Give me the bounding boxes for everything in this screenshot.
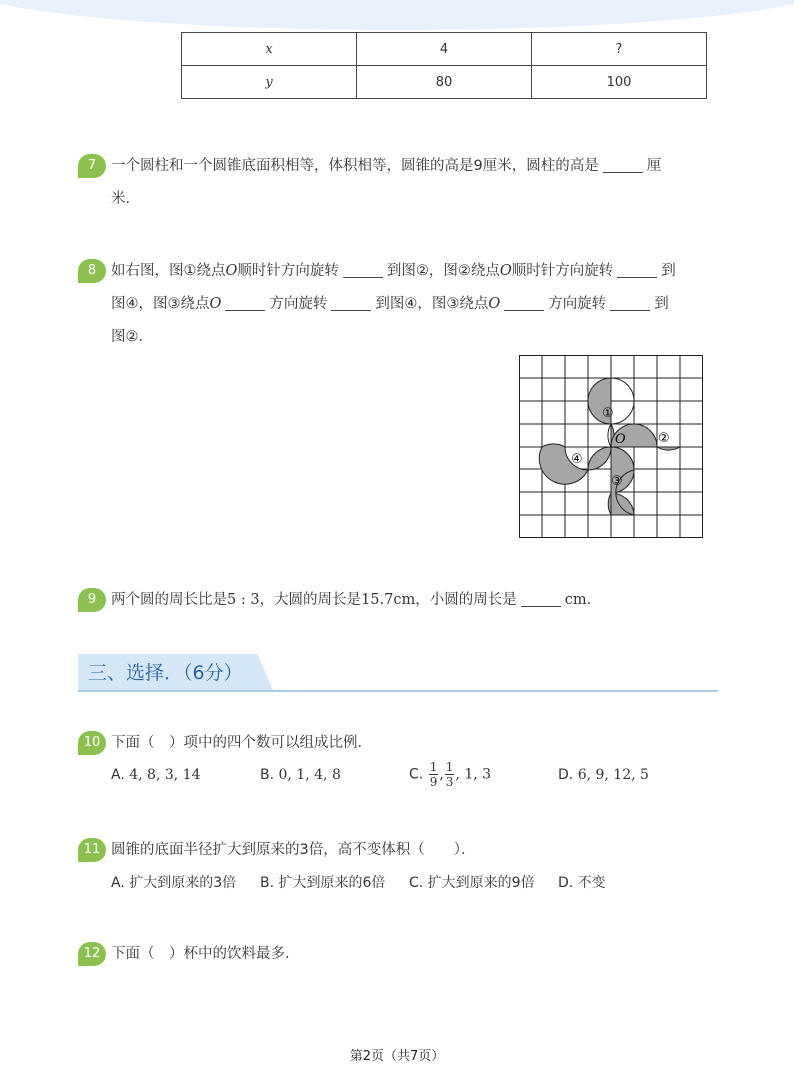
unit-label: cm xyxy=(564,592,587,608)
question-text: 下面（ ）杯中的饮料最多． xyxy=(111,946,300,962)
question-text-part: 到 xyxy=(661,263,676,279)
label-2: ② xyxy=(658,431,670,446)
question-7 xyxy=(78,150,718,216)
answer-blank[interactable] xyxy=(225,294,265,311)
option-a[interactable] xyxy=(111,767,200,783)
question-text-part: 图④，图③绕点 xyxy=(111,296,210,312)
question-number-badge: 8 xyxy=(78,259,106,283)
point-label: O xyxy=(225,263,238,279)
label-3: ③ xyxy=(611,474,623,489)
table-cell: y xyxy=(182,66,357,99)
numerator: 1 xyxy=(445,760,454,774)
answer-blank[interactable] xyxy=(610,294,650,311)
question-text-part: 到 xyxy=(654,296,669,312)
question-10 xyxy=(78,727,718,760)
answer-blank[interactable] xyxy=(504,294,544,311)
table-cell: 4 xyxy=(357,33,532,66)
option-letter: C. xyxy=(409,766,424,783)
answer-blank[interactable] xyxy=(603,156,643,173)
table-row xyxy=(182,66,707,99)
denominator: 9 xyxy=(429,775,438,789)
option-c[interactable]: C. $\frac{1}{9}$ , $\frac{1}{3}$ , 1, 3 xyxy=(409,760,492,789)
answer-blank[interactable] xyxy=(343,261,383,278)
table-row xyxy=(182,33,707,66)
xy-table xyxy=(181,32,707,99)
header-decoration xyxy=(0,0,794,30)
option-d[interactable]: D. 不变 xyxy=(558,875,606,891)
table-cell: ? xyxy=(532,33,707,66)
section-header xyxy=(78,654,718,692)
option-b[interactable] xyxy=(260,767,341,783)
rotation-grid-figure xyxy=(519,355,703,538)
option-value: 1, 3 xyxy=(464,766,492,783)
question-number-badge: 7 xyxy=(78,154,106,178)
label-4: ④ xyxy=(571,452,583,467)
question-text xyxy=(111,255,718,354)
point-label: O xyxy=(499,263,512,279)
question-text xyxy=(111,584,718,617)
option-value: 4, 8, 3, 14 xyxy=(129,767,201,783)
page-footer: 第2页（共7页） xyxy=(349,1049,445,1064)
table-cell: 100 xyxy=(532,66,707,99)
question-number-badge: 12 xyxy=(78,942,106,966)
option-d[interactable] xyxy=(558,767,649,783)
question-text-part: ． xyxy=(586,592,602,608)
numerator: 1 xyxy=(429,760,438,774)
question-11 xyxy=(78,834,718,867)
question-number-badge: 9 xyxy=(78,588,106,612)
label-o: O xyxy=(615,432,626,447)
question-9 xyxy=(78,584,718,617)
question-text-part: 一个圆柱和一个圆锥底面积相等，体积相等，圆锥的高是9厘米，圆柱的高是 xyxy=(111,158,599,174)
question-text-part: 如右图，图①绕点 xyxy=(111,263,226,279)
section-title: 三、选择．（6分） xyxy=(88,662,243,684)
option-value: 0, 1, 4, 8 xyxy=(278,767,341,783)
ratio-value: 5 : 3 xyxy=(227,592,260,608)
option-a[interactable]: A. 扩大到原来的3倍 xyxy=(111,875,237,891)
length-value: 15.7cm xyxy=(361,592,416,608)
question-12 xyxy=(78,938,718,971)
question-number-badge: 11 xyxy=(78,838,106,862)
question-text-part: 顺时针方向旋转 xyxy=(237,263,339,279)
fraction xyxy=(429,760,439,789)
denominator: 3 xyxy=(445,775,454,789)
question-text: 下面（ ）项中的四个数可以组成比例． xyxy=(111,735,372,751)
answer-blank[interactable] xyxy=(617,261,657,278)
question-text-part: ，小圆的周长是 xyxy=(415,592,517,608)
question-text-part: ，大圆的周长是 xyxy=(259,592,362,608)
table-cell: 80 xyxy=(357,66,532,99)
question-text-part: 方向旋转 xyxy=(269,296,328,312)
option-letter: B. xyxy=(260,767,275,783)
question-text-part: 顺时针方向旋转 xyxy=(511,263,614,279)
question-text-part: 两个圆的周长比是 xyxy=(111,592,227,608)
question-text-part: 米． xyxy=(111,191,140,207)
point-label: O xyxy=(488,296,501,312)
answer-blank[interactable] xyxy=(521,590,561,607)
label-1: ① xyxy=(602,406,614,421)
option-c[interactable]: C. 扩大到原来的9倍 xyxy=(409,875,535,891)
question-8 xyxy=(78,255,718,354)
question-text xyxy=(111,150,718,216)
question-text-part: 到图②，图②绕点 xyxy=(386,263,500,279)
question-text-part: 方向旋转 xyxy=(548,296,607,312)
table-cell: x xyxy=(182,33,357,66)
option-letter: D. xyxy=(558,767,574,783)
question-text: 圆锥的底面半径扩大到原来的3倍，高不变体积（ ）． xyxy=(111,842,476,858)
question-text-part: 图②． xyxy=(111,329,153,345)
question-text-part: 到图④，图③绕点 xyxy=(375,296,489,312)
option-letter: A. xyxy=(111,767,125,783)
option-b[interactable]: B. 扩大到原来的6倍 xyxy=(260,875,386,891)
point-label: O xyxy=(209,296,222,312)
option-value: 6, 9, 12, 5 xyxy=(577,767,649,783)
answer-blank[interactable] xyxy=(331,294,371,311)
question-text-part: 厘 xyxy=(646,158,662,174)
fraction xyxy=(445,760,455,789)
question-number-badge: 10 xyxy=(78,731,106,755)
